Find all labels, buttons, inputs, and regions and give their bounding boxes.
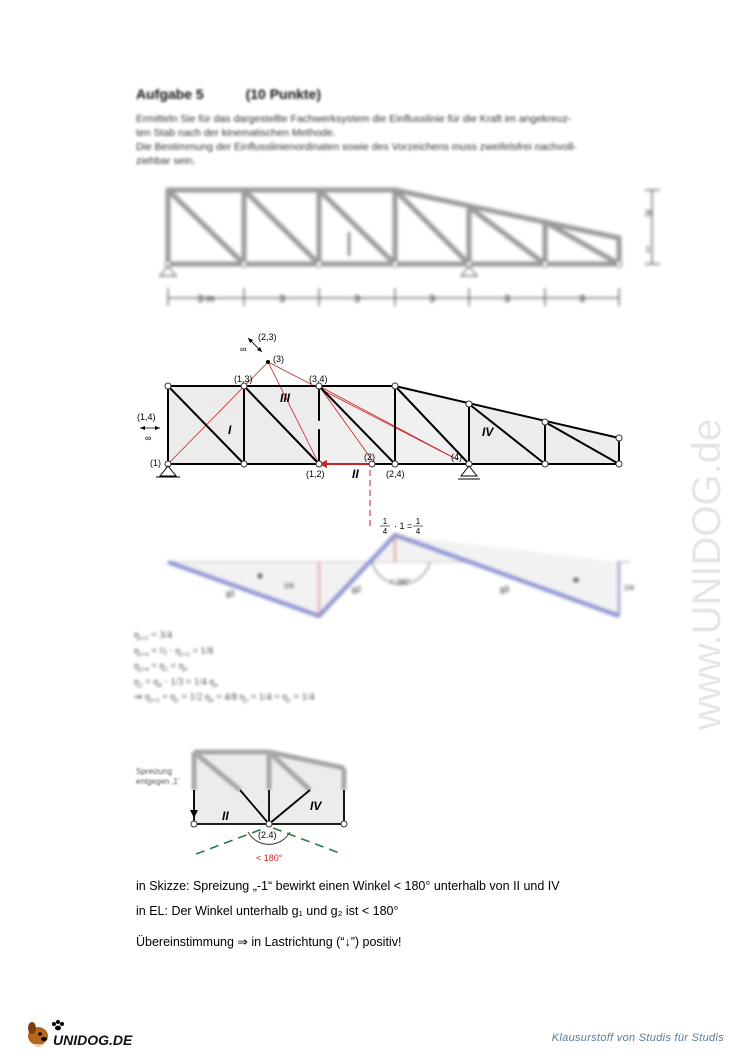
span-label: 3 (354, 294, 360, 305)
pole-label: (1) (150, 458, 161, 468)
sketch-node-label: (2.4) (258, 830, 277, 840)
sketch-angle-label: < 180° (256, 853, 283, 863)
task-text-line: Ermitteln Sie für das dargestellte Fachwerksystem die Einflusslinie für die Kraft im angekreuz- (136, 113, 572, 125)
pole-label: (1,4) (137, 412, 156, 422)
footer-tagline: Klausurstoff von Studis für Studis (551, 1032, 724, 1044)
il-label: g2 (352, 585, 361, 594)
formula-den: 4 (415, 527, 421, 535)
pole-label: (2,4) (386, 469, 405, 479)
region-label: IV (482, 425, 494, 439)
equation-line: ⇒ η₁,₂ = η₂ = 1/2 η₄ = 4/8 η₂ = 1/4 = η₂ = 1/4 (134, 692, 315, 703)
conclusion-el-prefix: in EL: (136, 904, 168, 918)
pole-label: (3) (273, 354, 284, 364)
region-label: II (352, 467, 359, 481)
equations-block (134, 628, 314, 706)
span-label: 3 (429, 294, 435, 305)
equation-line: η₂ = η₄ · 1/3 = 1/4 η₄ (134, 676, 218, 688)
span-label: 3 (279, 294, 285, 305)
influence-line-figure (0, 530, 750, 635)
watermark-text: www.UNIDOG.de (685, 418, 729, 730)
formula-mid: · 1 = (394, 521, 413, 531)
deformation-sketch-svg (0, 740, 750, 870)
logo-text: UNIDOG.DE (53, 1032, 133, 1048)
pole-label: (4) (451, 452, 462, 462)
unidog-logo[interactable] (24, 1016, 154, 1057)
pole-label: (3,4) (309, 374, 328, 384)
task-text-line: Die Bestimmung der Einflusslinienordinaten sowie des Vorzeichens muss zweifelsfrei nachvoll- (136, 141, 577, 153)
sketch-side-label: Spreizung (136, 767, 173, 776)
il-label: 1/4 (624, 585, 634, 592)
pole-plan-svg (0, 320, 750, 535)
formula-num: 1 (382, 517, 388, 526)
il-label: < 180° (390, 579, 411, 586)
pole-label: (1,2) (306, 469, 325, 479)
task-text-line: ziehbar sein. (136, 155, 196, 167)
sketch-region-label: II (222, 809, 229, 823)
sketch-region-label: IV (310, 799, 322, 813)
il-label: g1 (226, 589, 235, 598)
pole-label: (1,3) (234, 374, 253, 384)
pole-label: ∞ (240, 344, 247, 354)
pole-label: (2,3) (258, 332, 277, 342)
formula-den: 4 (382, 527, 388, 535)
watermark (676, 270, 736, 740)
height-label: 1 (645, 245, 651, 254)
equation-line: η₂,₄ = η₂ = η₄ (134, 661, 188, 672)
conclusion-result: Übereinstimmung ⇒ in Lastrichtung (“↓”) positiv! (136, 935, 402, 949)
pole-label: (2) (364, 452, 375, 462)
pole-plan-figure (0, 320, 750, 540)
dog-icon (28, 1022, 48, 1047)
equation-line: η₁,₄ = ½ · η₁,₂ = 1/8 (134, 645, 214, 657)
conclusion-el (136, 904, 399, 918)
height-label: 2l (644, 209, 652, 218)
truss-system-svg (0, 0, 750, 320)
influence-line-svg (0, 530, 750, 630)
equation-line: η₁,₂ = 3/4 (134, 630, 173, 641)
pole-label: ∞ (145, 433, 152, 443)
conclusion-el-text: Der Winkel unterhalb g₁ und g₂ ist < 180° (171, 904, 399, 918)
logo-svg (24, 1016, 154, 1052)
il-label: g3 (500, 585, 509, 594)
conclusion-sketch: in Skizze: Spreizung „-1“ bewirkt einen Winkel < 180° unterhalb von II und IV (136, 879, 560, 893)
watermark-svg (676, 270, 736, 740)
region-label: III (280, 391, 291, 405)
span-label: 3 (579, 294, 585, 305)
task-text-line: ten Stab nach der kinematischen Methode. (136, 127, 336, 139)
truss-system-figure (0, 0, 750, 325)
task-points: (10 Punkte) (245, 86, 322, 102)
task-number: Aufgabe 5 (136, 86, 204, 102)
paw-icon (52, 1020, 64, 1030)
span-label: 3 m (197, 294, 215, 305)
span-label: 3 (504, 294, 510, 305)
il-label: 1/4 (284, 583, 294, 590)
deformation-sketch (0, 740, 750, 875)
sketch-side-label: entgegen ‚1' (136, 777, 180, 786)
formula-num: 1 (415, 517, 421, 526)
region-label: I (228, 423, 232, 437)
